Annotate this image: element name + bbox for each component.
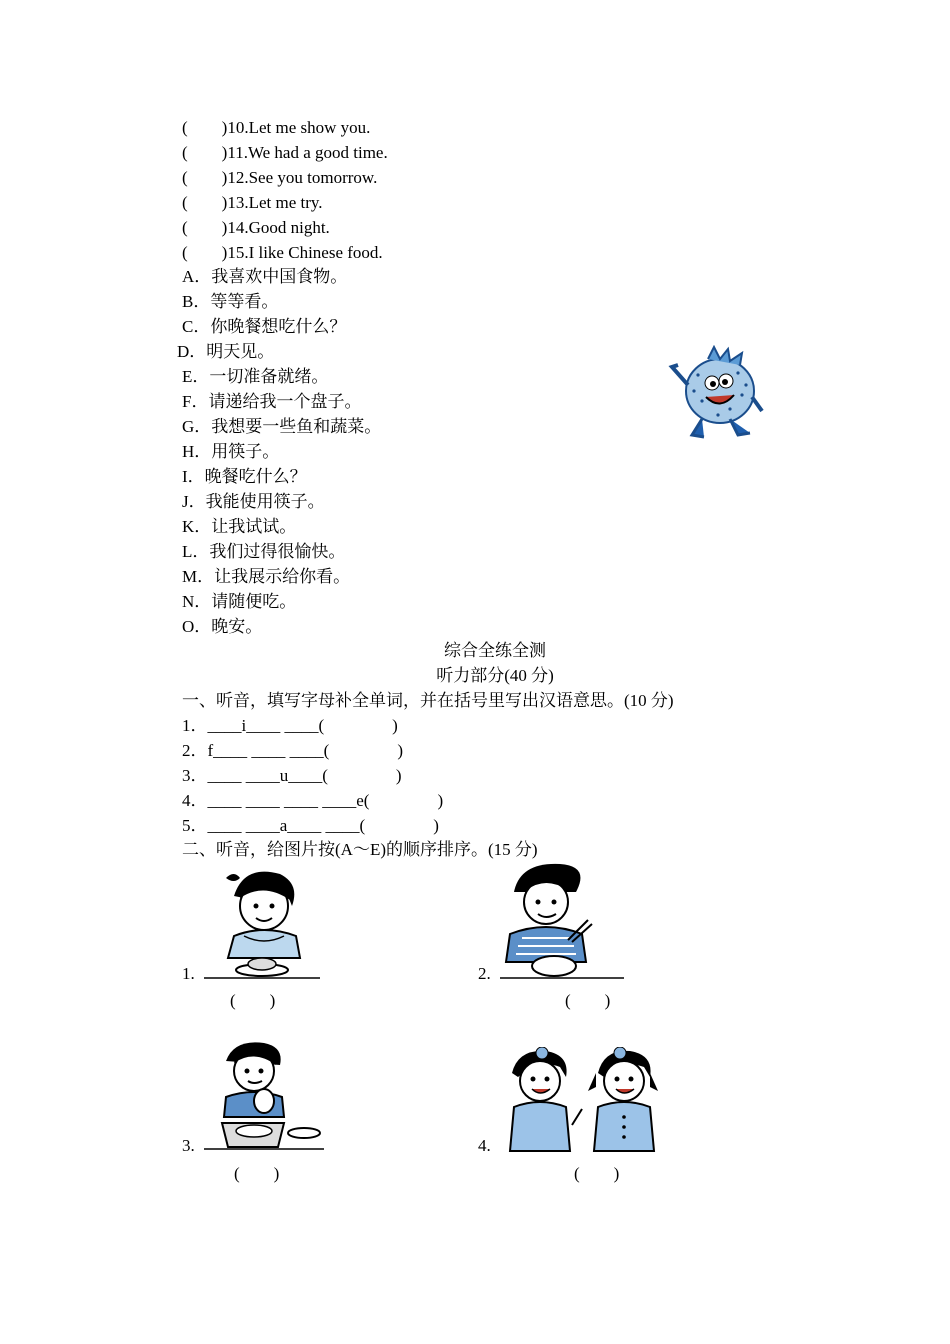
question-text: 11.We had a good time. [227, 143, 388, 162]
answer-blank[interactable]: ( ) [182, 168, 228, 187]
option-item: K．让我试试。 [182, 517, 297, 536]
matching-question [182, 217, 330, 239]
section1-heading: 一、听音，填写字母补全单词，并在括号里写出汉语意思。(10 分) [182, 691, 674, 710]
answer-blank[interactable]: ( ) [230, 991, 276, 1010]
answer-blank[interactable]: ( ) [565, 991, 611, 1010]
answer-blank[interactable]: ( ) [574, 1164, 620, 1183]
page-title: 综合全练全测 [444, 641, 546, 660]
mascot-illustration [668, 345, 764, 440]
option-item: I．晚餐吃什么？ [182, 467, 307, 486]
matching-question [182, 167, 377, 189]
answer-blank[interactable]: ( ) [182, 118, 228, 137]
option-item: B．等等看。 [182, 292, 279, 311]
word-fill-item[interactable]: 1．____i____ ____( ) [182, 716, 398, 735]
option-item: A．我喜欢中国食物。 [182, 267, 348, 286]
picture-number: 4. [478, 1136, 491, 1155]
answer-blank[interactable]: ( ) [182, 243, 228, 262]
matching-question [182, 192, 323, 214]
option-item: J．我能使用筷子。 [182, 492, 325, 511]
matching-question [182, 142, 388, 164]
answer-blank[interactable]: ( ) [234, 1164, 280, 1183]
question-text: 15.I like Chinese food. [227, 243, 383, 262]
picture-number: 2. [478, 964, 491, 983]
answer-blank[interactable]: ( ) [182, 193, 228, 212]
option-item: D．明天见。 [177, 342, 275, 361]
question-text: 13.Let me try. [227, 193, 323, 212]
word-fill-item[interactable]: 4．____ ____ ____ ____e( ) [182, 791, 444, 810]
answer-blank[interactable]: ( ) [182, 218, 228, 237]
option-item: E．一切准备就绪。 [182, 367, 329, 386]
picture-boy-washing-dishes [204, 1039, 324, 1151]
picture-boy-with-chopsticks [500, 862, 624, 980]
option-item: M．让我展示给你看。 [182, 567, 351, 586]
word-fill-item[interactable]: 2．f____ ____ ____( ) [182, 741, 403, 760]
question-text: 14.Good night. [227, 218, 330, 237]
page-subtitle: 听力部分(40 分) [436, 666, 554, 685]
answer-blank[interactable]: ( ) [182, 143, 228, 162]
question-text: 10.Let me show you. [227, 118, 371, 137]
option-item: G．我想要一些鱼和蔬菜。 [182, 417, 382, 436]
picture-number: 3. [182, 1136, 195, 1155]
picture-number: 1. [182, 964, 195, 983]
matching-question [182, 117, 370, 139]
option-item: F．请递给我一个盘子。 [182, 392, 362, 411]
matching-question [182, 242, 383, 264]
option-item: L．我们过得很愉快。 [182, 542, 346, 561]
option-item: N．请随便吃。 [182, 592, 297, 611]
word-fill-item[interactable]: 3．____ ____u____( ) [182, 766, 402, 785]
picture-girl-washing-dish [204, 866, 320, 980]
option-item: C．你晚餐想吃什么？ [182, 317, 347, 336]
question-text: 12.See you tomorrow. [227, 168, 378, 187]
option-item: H．用筷子。 [182, 442, 280, 461]
word-fill-item[interactable]: 5．____ ____a____ ____( ) [182, 816, 439, 835]
option-item: O．晚安。 [182, 617, 263, 636]
picture-two-girls-with-fork [500, 1047, 662, 1153]
section2-heading: 二、听音，给图片按(A～E)的顺序排序。(15 分) [182, 840, 538, 859]
